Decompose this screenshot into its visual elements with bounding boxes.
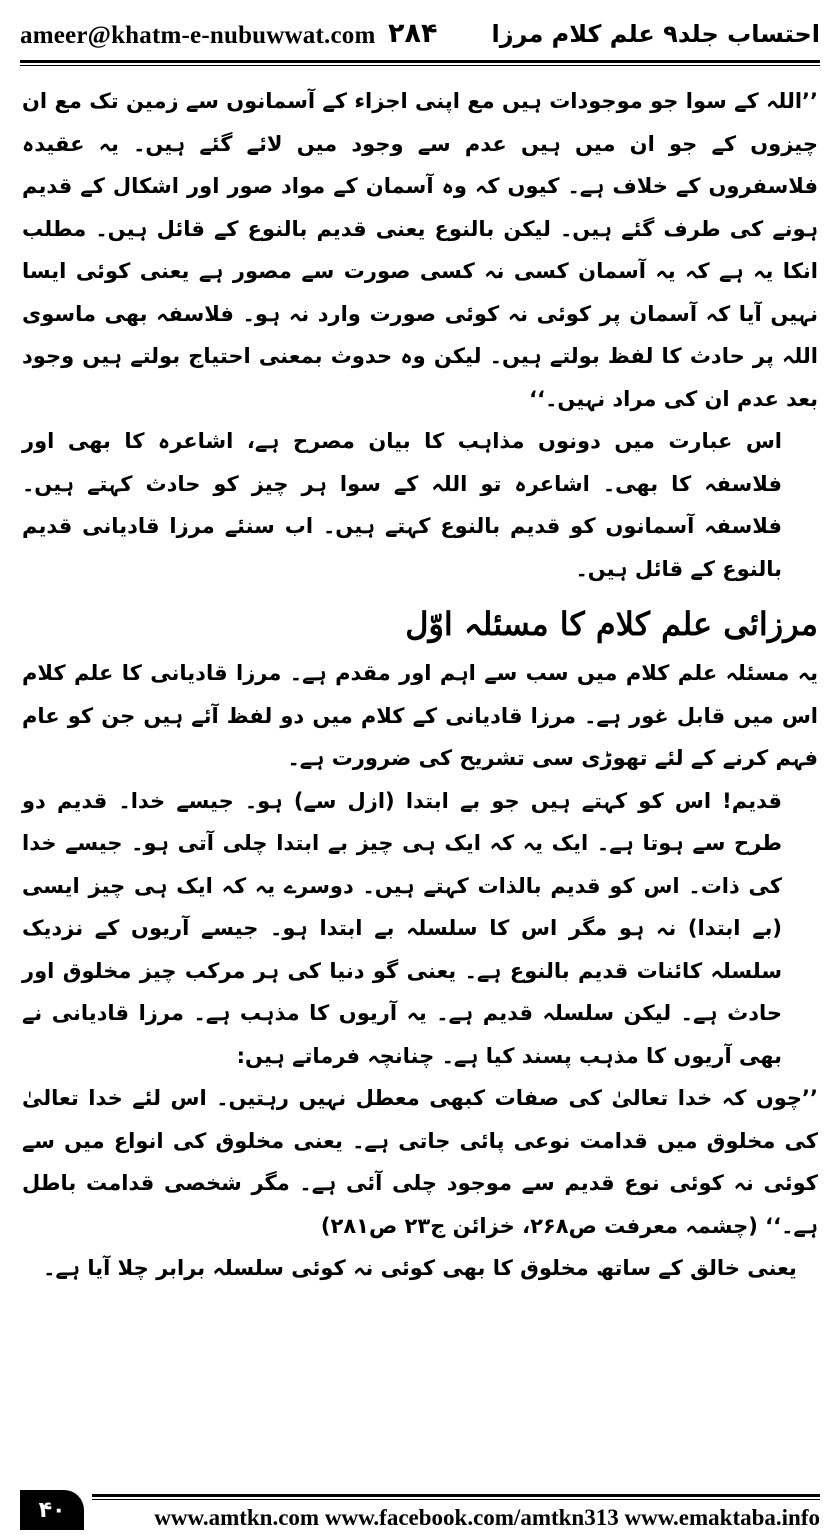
- page-body: [22, 80, 818, 1290]
- header-divider-thin: [20, 65, 820, 66]
- footer-divider: [92, 1494, 820, 1497]
- page-header: [20, 14, 820, 58]
- header-divider: [20, 60, 820, 63]
- footer-page-number: ۴۰: [20, 1490, 84, 1530]
- footer-divider-thin: [92, 1499, 820, 1500]
- header-page-number: ۲۸۴: [388, 18, 438, 49]
- paragraph-4: قدیم! اس کو کہتے ہیں جو بے ابتدا (ازل سے) ہو۔ جیسے خدا۔ قدیم دو طرح سے ہوتا ہے۔ ایک یہ کہ ایک ہی چیز بے ابتدا چلی آتی ہو۔ جیسے خدا کی ذات۔ اس کو قدیم بالذات کہتے ہیں۔ دوسرے یہ کہ ایک ہی چیز ایسی (بے ابتدا) نہ ہو مگر اس کا سلسلہ بے ابتدا ہو۔ جیسے آریوں کے نزدیک سلسلہ کائنات قدیم بالنوع ہے۔ یعنی گو دنیا کی ہر مرکب چیز مخلوق اور حادث ہے۔ لیکن سلسلہ قدیم ہے۔ یہ آریوں کا مذہب ہے۔ مرزا قادیانی نے بھی آریوں کا مذہب پسند کیا ہے۔ چنانچہ فرماتے ہیں:: [22, 788, 782, 1068]
- header-running-title: احتساب جلد۹ علم کلام مرزا: [491, 20, 820, 48]
- footer-links: www.amtkn.com www.facebook.com/amtkn313 www.emaktaba.info: [154, 1505, 820, 1530]
- quote-paragraph-1: ’’اللہ کے سوا جو موجودات ہیں مع اپنی اجزاء کے آسمانوں سے زمین تک مع ان چیزوں کے جو ان میں ہیں عدم سے وجود میں لائے گئے ہیں۔ یہ عقیدہ فلاسفروں کے خلاف ہے۔ کیوں کہ وہ آسمان کے مواد صور اور اشکال کے قدیم ہونے کی طرف گئے ہیں۔ لیکن بالنوع یعنی قدیم بالنوع کے قائل ہیں۔ مطلب انکا یہ ہے کہ یہ آسمان کسی نہ کسی صورت سے مصور ہے یعنی کوئی ایسا نہیں آیا کہ آسمان پر کوئی نہ کوئی صورت وارد نہ ہو۔ فلاسفہ بھی ماسوی اللہ پر حادث کا لفظ بولتے ہیں۔ لیکن وہ حدوث بمعنی احتیاج بولتے ہیں وجود بعد عدم ان کی مراد نہیں۔‘‘: [22, 89, 818, 411]
- paragraph-6: یعنی خالق کے ساتھ مخلوق کا بھی کوئی نہ کوئی سلسلہ برابر چلا آیا ہے۔: [43, 1256, 797, 1280]
- quote-paragraph-5: ’’چوں کہ خدا تعالیٰ کی صفات کبھی معطل نہیں رہتیں۔ اس لئے خدا تعالیٰ کی مخلوق میں قدامت نوعی پائی جاتی ہے۔ یعنی مخلوق کی انواع میں سے کوئی نہ کوئی نوع قدیم سے موجود چلی آئی ہے۔ مگر شخصی قدامت باطل ہے۔‘‘ (چشمہ معرفت ص۲۶۸، خزائن ج۲۳ ص۲۸۱): [22, 1086, 818, 1238]
- header-email: ameer@khatm-e-nubuwwat.com: [20, 22, 376, 49]
- section-heading: مرزائی علم کلام کا مسئلہ اوّل: [405, 605, 818, 643]
- paragraph-2: اس عبارت میں دونوں مذاہب کا بیان مصرح ہے، اشاعرہ کا بھی اور فلاسفہ کا بھی۔ اشاعرہ تو اللہ کے سوا ہر چیز کو حادث کہتے ہیں۔ فلاسفہ آسمانوں کو قدیم بالنوع کہتے ہیں۔ اب سنئے مرزا قادیانی قدیم بالنوع کے قائل ہیں۔: [22, 429, 782, 581]
- paragraph-3: یہ مسئلہ علم کلام میں سب سے اہم اور مقدم ہے۔ مرزا قادیانی کا علم کلام اس میں قابل غور ہے۔ مرزا قادیانی کے کلام میں دو لفظ آئے ہیں جن کو عام فہم کرنے کے لئے تھوڑی سی تشریح کی ضرورت ہے۔: [22, 661, 818, 770]
